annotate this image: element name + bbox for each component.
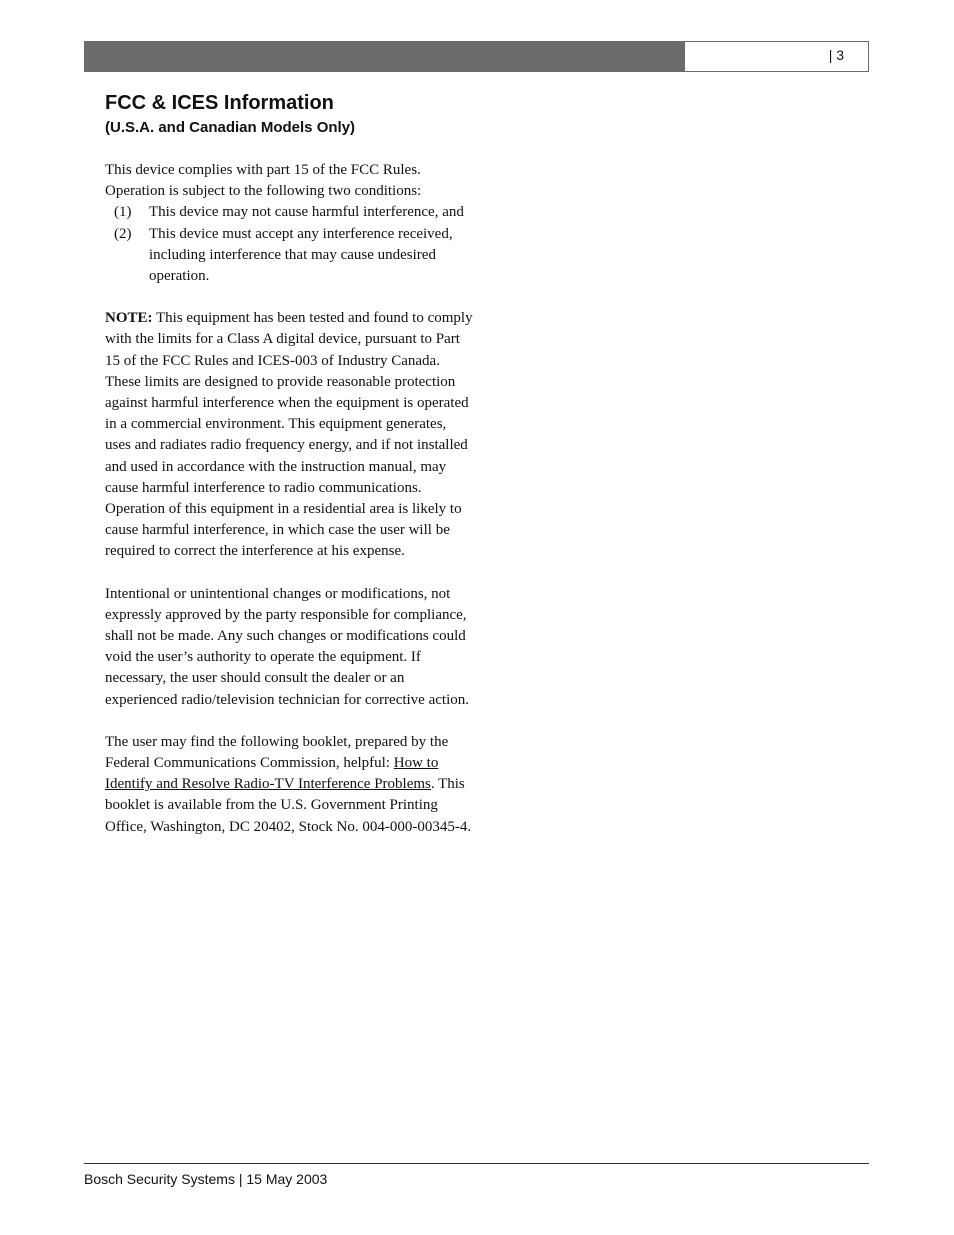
- booklet-text-before: The user may find the following booklet, prepared by the Federal Communications Commission, helpful:: [105, 733, 449, 772]
- booklet-paragraph: [105, 732, 475, 838]
- main-content: [105, 90, 475, 838]
- page-number: | 3: [828, 47, 844, 63]
- note-text: This equipment has been tested and found to comply with the limits for a Class A digital device, pursuant to Part 15 of the FCC Rules and ICES-003 of Industry Canada. These limits are designed to provide reasonable protection against harmful interference when the equipment is operated in a commercial environment. This equipment generates, uses and radiates radio frequency energy, and if not installed and used in accordance with the instruction manual, may cause harmful interference to radio communications. Operation of this equipment in a residential area is likely to cause harmful interference, in which case the user will be required to correct the interference at his expense.: [105, 310, 473, 560]
- condition-item: [105, 202, 475, 223]
- footer-text: Bosch Security Systems | 15 May 2003: [84, 1171, 328, 1187]
- note-paragraph: [105, 308, 475, 562]
- condition-item: [105, 224, 475, 288]
- conditions-list: [105, 202, 475, 287]
- footer-divider: [84, 1163, 869, 1164]
- note-label: NOTE:: [105, 310, 153, 327]
- booklet-title-link: How to Identify and Resolve Radio-TV Interference Problems: [105, 755, 439, 793]
- section-subtitle: (U.S.A. and Canadian Models Only): [105, 119, 356, 136]
- section-title: FCC & ICES Information: [105, 92, 334, 114]
- intro-paragraph: This device complies with part 15 of the FCC Rules. Operation is subject to the following two conditions:: [105, 162, 422, 200]
- condition-text: This device must accept any interference received, including interference that may cause undesired operation.: [149, 225, 453, 285]
- condition-marker: (1): [114, 204, 132, 221]
- condition-text: This device may not cause harmful interference, and: [149, 204, 464, 221]
- condition-marker: (2): [114, 225, 132, 242]
- header-bar: [84, 41, 684, 72]
- booklet-text-after: . This booklet is available from the U.S. Government Printing Office, Washington, DC 20402, Stock No. 004-000-00345-4.: [105, 776, 472, 835]
- modifications-paragraph: Intentional or unintentional changes or modifications, not expressly approved by the party responsible for compliance, shall not be made. Any such changes or modifications could void the user’s authority to operate the equipment. If necessary, the user should consult the dealer or an experienced radio/television technician for corrective action.: [105, 585, 469, 708]
- header-page-box: [684, 41, 869, 72]
